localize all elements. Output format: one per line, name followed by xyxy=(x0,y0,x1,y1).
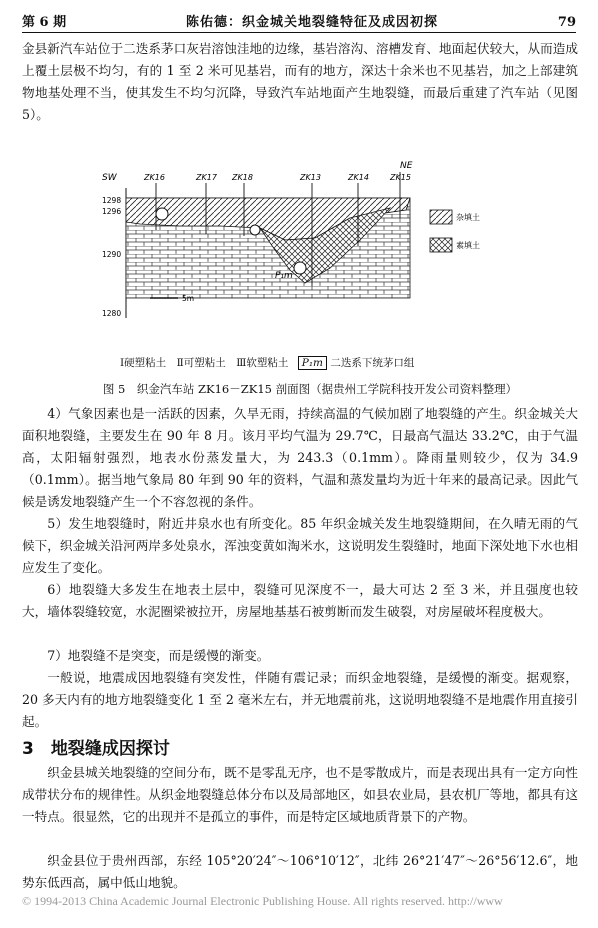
page-number: 79 xyxy=(557,15,576,30)
running-title: 陈佑德：织金城关地裂缝特征及成因初探 xyxy=(186,15,439,30)
issue-number: 第 6 期 xyxy=(22,15,67,30)
elevation-label: 1296 xyxy=(102,207,122,216)
section-heading: 3 地裂缝成因探讨 xyxy=(22,739,170,759)
borehole-label: ZK13 xyxy=(300,173,321,182)
orientation-ne: NE xyxy=(400,161,413,171)
figure-caption: 图 5 织金汽车站 ZK16－ZK15 剖面图（据贵州工学院科技开发公司资料整理） xyxy=(102,382,518,396)
legend-swatch-fill xyxy=(430,210,452,224)
unit-marker xyxy=(250,225,260,235)
elevation-label: 1298 xyxy=(102,196,122,205)
paragraph-earthquake: 一般说，地震成因地裂缝有突发性，伴随有震记录；而织金地裂缝，是缓慢的渐变。据观察，20 多天内有的地方地裂缝变化 1 至 2 毫米左右，并无地震前兆，这说明地裂缝不是地震作用直接引起。 xyxy=(22,670,578,729)
scale-label: 5m xyxy=(182,294,195,303)
unit-marker xyxy=(156,208,168,220)
legend-swatch-clay xyxy=(430,238,452,252)
unit-marker xyxy=(294,262,306,274)
paragraph-bus-station: 金县新汽车站位于二迭系茅口灰岩溶蚀洼地的边缘，基岩溶沟、溶槽发育、地面起伏较大，从而造成上覆土层极不均匀，有的 1 至 2 米可见基岩，而有的地方，深达十余米也不见基岩，加之上部建筑物地基处理不当，使其发生不均匀沉降，导致汽车站地面产生地裂缝，而最后重建了汽车站（见图 5）。 xyxy=(22,41,578,122)
borehole-label: ZK15 xyxy=(390,173,411,182)
borehole-label: ZK14 xyxy=(348,173,369,182)
formation-box: P₁m xyxy=(298,356,327,370)
paragraph-location: 织金县位于贵州西部，东经 105°20′24″～106°10′12″，北纬 26°21′47″～26°56′12.6″，地势东低西高，属中低山地貌。 xyxy=(22,853,578,890)
formation-description: 二迭系下统茅口组 xyxy=(330,357,415,369)
paragraph-weather: 4）气象因素也是一活跃的因素，久旱无雨，持续高温的气候加剧了地裂缝的产生。织金城关大面积地裂缝，主要发生在 90 年 8 月。该月平均气温为 29.7℃，日最高气温达 33.2℃，由于气温高，太阳辐射强烈，地表水份蒸发量大，为 243.3（0.1mm）。降雨量则较少，仅为 34.9（0.1mm）。据当地气象局 80 年到 90 年的资料，气温和蒸发量均为近十年来的最高记录。因此气候是诱发地裂缝产生一个不容忽视的条件。 xyxy=(22,406,578,509)
copyright-footer: © 1994-2013 China Academic Journal Electronic Publishing House. All rights reserved. http://www xyxy=(22,894,503,908)
running-header xyxy=(22,8,576,30)
paragraph-depth: 6）地裂缝大多发生在地表土层中，裂缝可见深度不一，最大可达 2 至 3 米，并且强度也较大，墙体裂缝较宽，水泥圈梁被拉开，房屋地基基石被剪断而发生破裂，对房屋破坏程度极大。 xyxy=(22,582,578,619)
borehole-label: ZK18 xyxy=(232,173,253,182)
formation-label: P₁m xyxy=(275,271,293,281)
paragraph-distribution: 织金县城关地裂缝的空间分布，既不是零乱无序，也不是零散成片，而是表现出具有一定方向性成带状分布的规律性。从织金地裂缝总体分布以及局部地区，如县农业局，县农机厂等地，都具有这一特点。很显然，它的出现并不是孤立的事件，而是特定区域地质背景下的产物。 xyxy=(22,765,578,824)
paragraph-groundwater: 5）发生地裂缝时，附近井泉水也有所变化。85 年织金城关发生地裂缝期间，在久晴无雨的气候下，织金城关沿河两岸多处泉水，浑浊变黄如淘米水，这说明发生裂缝时，地面下深处地下水也相应发生了变化。 xyxy=(22,516,578,575)
soil-unit-legend: Ⅰ硬塑粘土 Ⅱ可塑粘土 Ⅲ软塑粘土 xyxy=(120,357,289,369)
header-rule xyxy=(22,32,576,33)
elevation-label: 1290 xyxy=(102,250,122,259)
orientation-sw: SW xyxy=(102,173,117,183)
paragraph-gradual: 7）地裂缝不是突变，而是缓慢的渐变。 xyxy=(47,648,270,663)
borehole-label: ZK16 xyxy=(144,173,165,182)
elevation-label: 1280 xyxy=(102,309,122,318)
figure-bottom-legend xyxy=(120,355,520,370)
legend-clay-label: 素填土 xyxy=(456,241,480,250)
legend-fill-label: 杂填土 xyxy=(456,213,480,222)
borehole-label: ZK17 xyxy=(196,173,217,182)
cross-section-figure xyxy=(100,158,520,368)
